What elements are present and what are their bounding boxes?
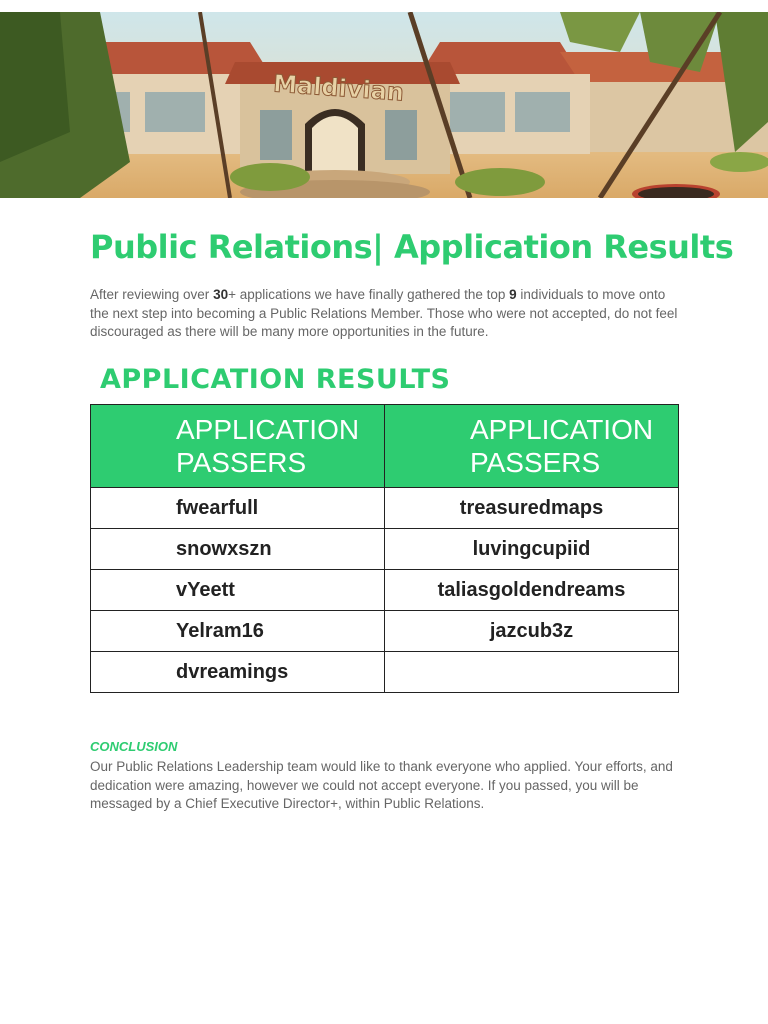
table-cell: treasuredmaps	[385, 488, 679, 529]
table-row	[91, 611, 679, 652]
table-row	[91, 570, 679, 611]
table-cell: dvreamings	[91, 652, 385, 693]
table-row	[91, 529, 679, 570]
table-header-row	[91, 405, 679, 488]
table-cell: vYeett	[91, 570, 385, 611]
table-cell: luvingcupiid	[385, 529, 679, 570]
table-cell: snowxszn	[91, 529, 385, 570]
intro-text-1: After reviewing over	[90, 287, 214, 302]
intro-text-2: + applications we have finally gathered the top	[228, 287, 510, 302]
header-banner-image	[0, 12, 768, 198]
table-cell: fwearfull	[91, 488, 385, 529]
intro-text-3: individuals to move onto the next step into becoming a Public Relations Member. Those who were not accepted, do not feel discouraged as there will be many more opportunities in the future.	[90, 287, 678, 339]
column-header-2: APPLICATION PASSERS	[385, 405, 679, 488]
intro-count-top: 9	[509, 287, 517, 302]
banner-sign: Maldivian	[272, 69, 405, 107]
column-header-1: APPLICATION PASSERS	[91, 405, 385, 488]
results-table	[90, 404, 679, 693]
results-heading: APPLICATION RESULTS	[100, 364, 451, 395]
table-cell: Yelram16	[91, 611, 385, 652]
table-cell: jazcub3z	[385, 611, 679, 652]
table-cell	[385, 652, 679, 693]
conclusion-label: CONCLUSION	[90, 739, 178, 754]
intro-paragraph	[90, 286, 680, 342]
page-title: Public Relations| Application Results	[90, 228, 734, 266]
table-row	[91, 488, 679, 529]
table-cell: taliasgoldendreams	[385, 570, 679, 611]
table-row	[91, 652, 679, 693]
intro-count-reviewed: 30	[213, 287, 229, 302]
conclusion-paragraph: Our Public Relations Leadership team would like to thank everyone who applied. Your efforts, and dedication were amazing, however we could not accept everyone. If you passed, you will be messaged by a Chief Executive Director+, within Public Relations.	[90, 759, 673, 811]
